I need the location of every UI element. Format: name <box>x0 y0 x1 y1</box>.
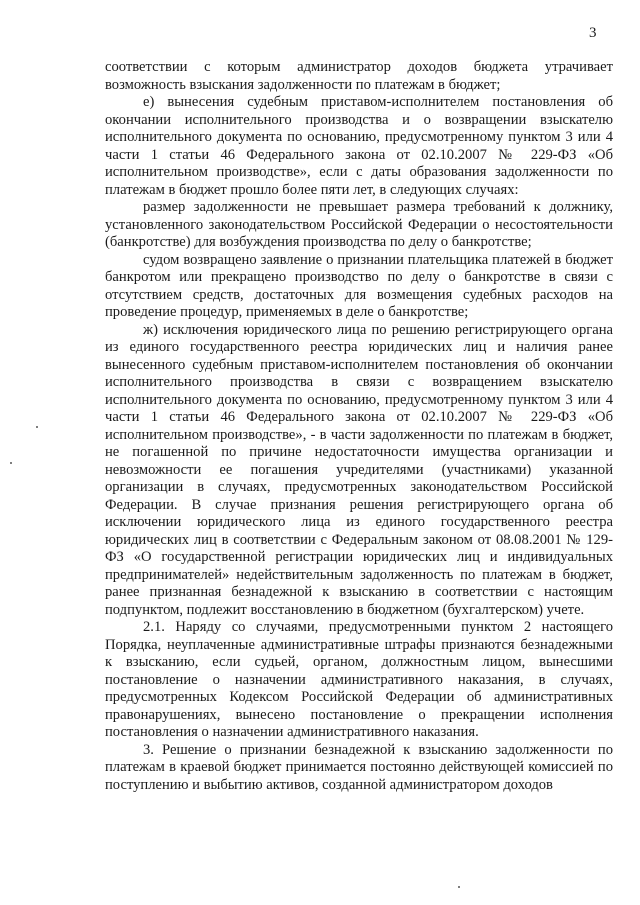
paragraph-subitem-e: е) вынесения судебным приставом-исполнителем постановления об окончании исполнительного производства и о возвращении взыскателю исполнительного документа по основанию, предусмотренному пунктом 3 или 4 части 1 статьи 46 Федерального закона от 02.10.2007 № 229-ФЗ «Об исполнительном производстве», если с даты образования задолженности по платежам в бюджет прошло более пяти лет, в следующих случаях: <box>105 94 613 198</box>
scan-speck <box>36 426 38 428</box>
document-body <box>105 59 613 794</box>
paragraph-case-debt-size: размер задолженности не превышает размера требований к должнику, установленного законодательством Российской Федерации о несостоятельности (банкротстве) для возбуждения производства по делу о банкротстве; <box>105 199 613 250</box>
paragraph-continuation: соответствии с которым администратор доходов бюджета утрачивает возможность взыскания задолженности по платежам в бюджет; <box>105 59 613 93</box>
scan-speck <box>10 462 12 464</box>
paragraph-section-3: 3. Решение о признании безнадежной к взысканию задолженности по платежам в краевой бюджет принимается постоянно действующей комиссией по поступлению и выбытию активов, созданной администратором доходов <box>105 741 613 793</box>
scan-speck <box>458 886 460 888</box>
paragraph-subitem-zh: ж) исключения юридического лица по решению регистрирующего органа из единого государственного реестра юридических лиц и наличия ранее вынесенного судебным приставом-исполнителем постановления об окончании исполнительного производства в связи с возвращением взыскателю исполнительного документа по основанию, предусмотренному пунктом 3 или 4 части 1 статьи 46 Федерального закона от 02.10.2007 № 229-ФЗ «Об исполнительном производстве», - в части задолженности по платежам в бюджет, не погашенной по причине недостаточности имущества организации и невозможности ее погашения учредителями (участниками) указанной организации в случаях, предусмотренных законодательством Российской Федерации. В случае признания решения регистрирующего органа об исключении юридического лица из единого государственного реестра юридических лиц в соответствии с Федеральным законом от 08.08.2001 № 129-ФЗ «О государственной регистрации юридических лиц и индивидуальных предпринимателей» недействительным задолженность по платежам в бюджет, ранее признанная безнадежной к взысканию в соответствии с настоящим подпунктом, подлежит восстановлению в бюджетном (бухгалтерском) учете. <box>105 321 613 618</box>
page-number: 3 <box>589 25 597 41</box>
paragraph-case-court-returned: судом возвращено заявление о признании плательщика платежей в бюджет банкротом или прекращено производство по делу о банкротстве в связи с отсутствием средств, достаточных для возмещения судебных расходов на проведение процедур, применяемых в деле о банкротстве; <box>105 251 613 320</box>
paragraph-section-2-1: 2.1. Наряду со случаями, предусмотренными пунктом 2 настоящего Порядка, неуплаченные административные штрафы признаются безнадежными к взысканию, если судьей, органом, должностным лицом, вынесшими постановление о назначении административного наказания, в случаях, предусмотренных Кодексом Российской Федерации об административных правонарушениях, вынесено постановление о прекращении исполнения постановления о назначении административного наказания. <box>105 619 613 740</box>
